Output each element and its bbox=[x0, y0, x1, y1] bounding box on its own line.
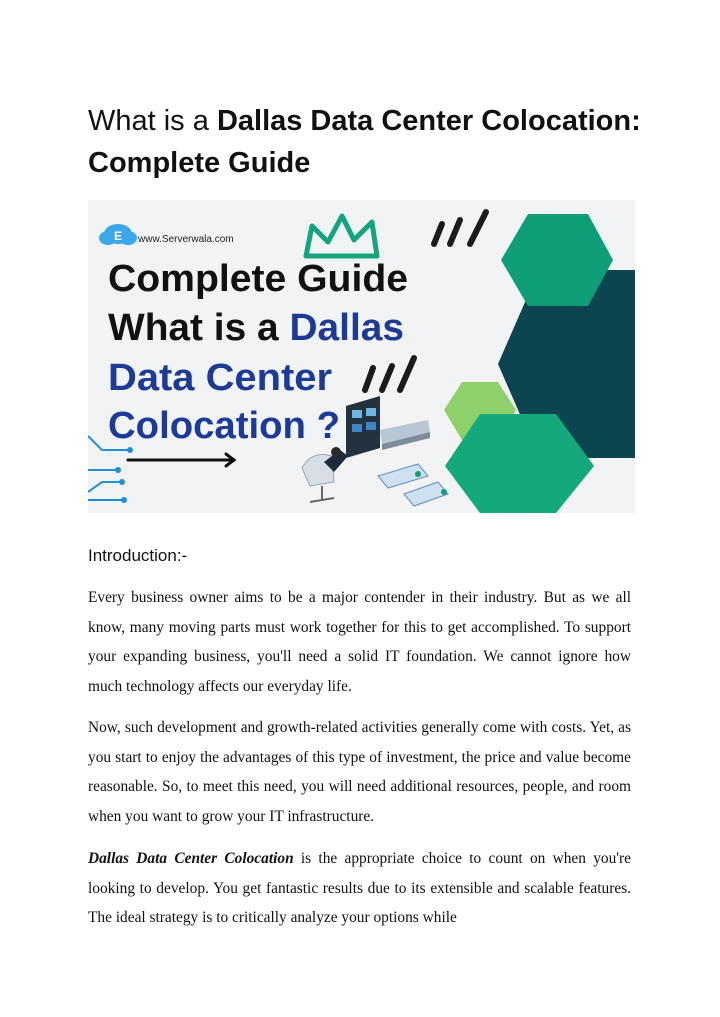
emphasis-keyword: Dallas Data Center Colocation bbox=[88, 850, 294, 867]
banner-line-2 bbox=[108, 307, 404, 349]
page-title bbox=[88, 100, 648, 184]
section-heading-introduction: Introduction:- bbox=[88, 546, 188, 565]
paragraph-2: Now, such development and growth-related activities generally come with costs. Yet, as you start to enjoy the advantages of this type of investment, the price and value become reasonable. So, to meet this need, you will need additional resources, people, and room when you want to grow your IT infrastructure. bbox=[88, 719, 631, 825]
banner-line-2-dark: What is a bbox=[108, 307, 286, 349]
banner-line-1: Complete Guide bbox=[108, 258, 408, 300]
hero-banner-image bbox=[88, 200, 635, 513]
banner-line-4: Colocation ? bbox=[108, 405, 340, 447]
paragraph-3 bbox=[88, 844, 631, 933]
paragraph-1: Every business owner aims to be a major contender in their industry. But as we all know, many moving parts must work together for this to get accomplished. To support your expanding business, you'll need a solid IT foundation. We cannot ignore how much technology affects our everyday life. bbox=[88, 589, 631, 695]
title-prefix: What is a bbox=[88, 105, 217, 137]
svg-text:E: E bbox=[114, 229, 123, 243]
banner-site-url: www.Serverwala.com bbox=[138, 234, 234, 245]
title-bold: Dallas Data Center Colocation: Complete Guide bbox=[88, 105, 641, 179]
banner-line-2-accent: Dallas bbox=[289, 307, 402, 349]
paragraph-3-rest: is the appropriate choice to count on when you're looking to develop. You get fantastic results due to its extensible and scalable features. The ideal strategy is to critically analyze your options while bbox=[88, 850, 632, 926]
banner-line-3: Data Center bbox=[108, 357, 333, 399]
